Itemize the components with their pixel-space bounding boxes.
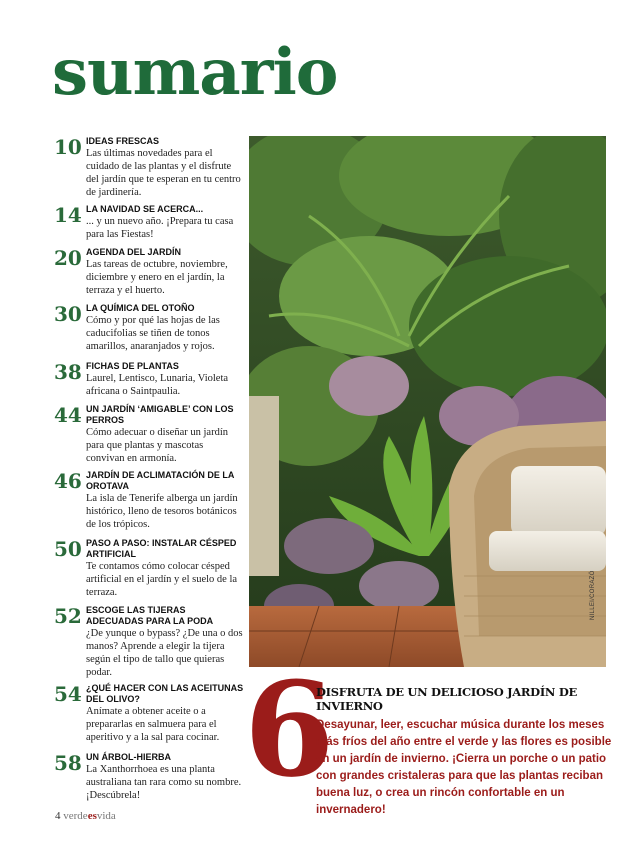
- feature-body: Desayunar, leer, escuchar música durante los meses más fríos del año entre el verde y las flores es posible en un jardín de invierno. ¡Cierra un porche o un patio con grandes cristaleras para que las plantas reciban buena luz, o crea un rincón confortable en un invernadero!: [316, 719, 612, 816]
- toc-page-number: 50: [54, 537, 82, 561]
- toc-entry[interactable]: [54, 247, 244, 303]
- toc-description: ¿De yunque o bypass? ¿De una o dos manos? Aprende a elegir la tijera según el tipo de tallo que quieras podar.: [86, 628, 243, 678]
- toc-page-number: 30: [54, 302, 82, 326]
- toc-page-number: 44: [54, 403, 82, 427]
- feature-page-number: 6: [244, 653, 335, 806]
- footer-brand-part: vida: [96, 810, 116, 822]
- photo-credit: NILLEI/CORAZÓ: [590, 570, 596, 620]
- toc-entry[interactable]: [54, 683, 244, 752]
- toc-page-number: 52: [54, 604, 82, 628]
- toc-heading: LA NAVIDAD SE ACERCA...: [86, 204, 204, 214]
- feature-headline: DISFRUTA DE UN DELICIOSO JARDÍN DE INVIERNO: [316, 685, 577, 713]
- toc-description: Laurel, Lentisco, Lunaria, Violeta africana o Saintpaulia.: [86, 373, 229, 397]
- toc-heading: UN ÁRBOL-HIERBA: [86, 752, 171, 762]
- winter-garden-photo: [249, 136, 606, 667]
- footer: [55, 810, 116, 822]
- toc-page-number: 14: [54, 203, 82, 227]
- toc-description: La Xanthorrhoea es una planta australiana tan rara como su nombre. ¡Descúbrela!: [86, 764, 242, 801]
- toc-description: Anímate a obtener aceite o a prepararlas en salmuera para el aperitivo y a la sal para cocinar.: [86, 706, 220, 743]
- toc-entry[interactable]: [54, 136, 244, 204]
- footer-brand-part: es: [87, 810, 97, 822]
- toc-entry[interactable]: [54, 361, 244, 404]
- toc-page-number: 58: [54, 751, 82, 775]
- toc-heading: AGENDA DEL JARDÍN: [86, 247, 182, 257]
- toc-heading: IDEAS FRESCAS: [86, 136, 160, 146]
- toc-entry[interactable]: [54, 752, 244, 802]
- page-title: sumario: [52, 35, 338, 110]
- photo-illustration: [249, 136, 606, 667]
- toc-description: Las últimas novedades para el cuidado de las plantas y el disfrute del jardín que te esperan en tu centro de jardinería.: [86, 148, 241, 198]
- toc-heading: FICHAS DE PLANTAS: [86, 361, 179, 371]
- toc-page-number: 10: [54, 135, 82, 159]
- toc-heading: PASO A PASO: INSTALAR CÉSPED ARTIFICIAL: [86, 538, 237, 559]
- toc-description: Las tareas de octubre, noviembre, diciembre y enero en el jardín, la terraza y el huerto.: [86, 259, 228, 296]
- toc-description: La isla de Tenerife alberga un jardín histórico, lleno de tesoros botánicos de los trópicos.: [86, 493, 238, 530]
- toc-description: Cómo adecuar o diseñar un jardín para que plantas y mascotas convivan en armonía.: [86, 427, 228, 464]
- toc-description: Te contamos cómo colocar césped artificial en el jardín y el suelo de la terraza.: [86, 561, 238, 598]
- feature-block[interactable]: [316, 685, 612, 819]
- toc-heading: JARDÍN DE ACLIMATACIÓN DE LA OROTAVA: [86, 470, 234, 491]
- toc-page-number: 54: [54, 682, 82, 706]
- footer-page-number: 4: [55, 810, 61, 822]
- toc-entry[interactable]: [54, 470, 244, 538]
- toc-entry[interactable]: [54, 605, 244, 683]
- toc-description: ... y un nuevo año. ¡Prepara tu casa para las Fiestas!: [86, 216, 234, 240]
- toc-heading: ESCOGE LAS TIJERAS ADECUADAS PARA LA PODA: [86, 605, 214, 626]
- toc-page-number: 20: [54, 246, 82, 270]
- table-of-contents: [54, 136, 244, 802]
- toc-page-number: 38: [54, 360, 82, 384]
- toc-entry[interactable]: [54, 204, 244, 247]
- toc-description: Cómo y por qué las hojas de las caducifolias se tiñen de tonos amarillos, anaranjados y rojos.: [86, 315, 220, 352]
- toc-heading: LA QUÍMICA DEL OTOÑO: [86, 303, 195, 313]
- toc-heading: ¿QUÉ HACER CON LAS ACEITUNAS DEL OLIVO?: [86, 683, 244, 704]
- toc-entry[interactable]: [54, 303, 244, 361]
- toc-heading: UN JARDÍN ‘AMIGABLE’ CON LOS PERROS: [86, 404, 234, 425]
- toc-entry[interactable]: [54, 538, 244, 605]
- toc-page-number: 46: [54, 469, 82, 493]
- footer-brand-part: verde: [63, 810, 88, 822]
- footer-brand: [63, 810, 116, 822]
- toc-entry[interactable]: [54, 404, 244, 470]
